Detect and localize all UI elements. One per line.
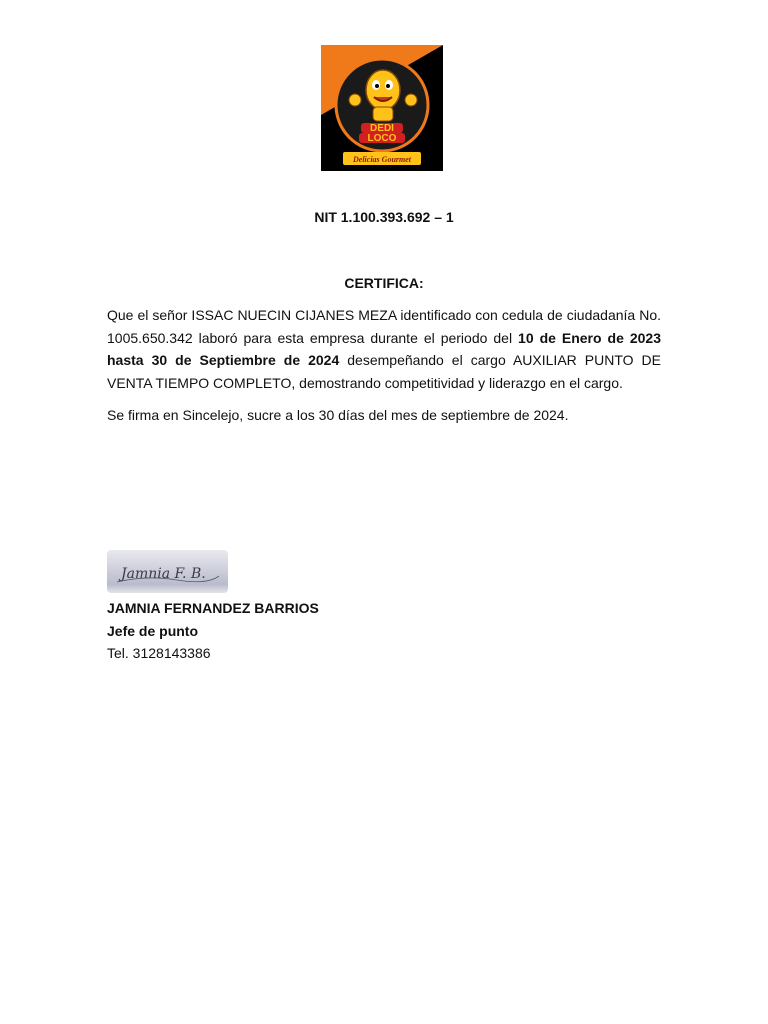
logo-brand-bottom: LOCO (367, 133, 397, 144)
signature-image (107, 550, 228, 593)
company-logo (321, 45, 443, 171)
signer-name: JAMNIA FERNANDEZ BARRIOS (107, 600, 319, 616)
signer-role: Jefe de punto (107, 623, 199, 639)
logo-brand-top: DEDI (370, 123, 394, 134)
certification-paragraph (107, 304, 661, 394)
logo-tagline: Delicias Gourmet (353, 155, 411, 164)
signing-paragraph: Se firma en Sincelejo, sucre a los 30 días del mes de septiembre de 2024. (107, 407, 569, 423)
company-nit: NIT 1.100.393.692 – 1 (314, 209, 454, 225)
signer-phone: Tel. 3128143386 (107, 645, 211, 661)
paragraph-intro: Que el señor ISSAC NUECIN CIJANES MEZA identificado con cedula de ciudadanía No. 1005.650.342 laboró para esta empresa durante el periodo del (107, 307, 661, 346)
employment-dates: 10 de Enero de 2023 hasta 30 de Septiembre de 2024 (107, 329, 661, 368)
paragraph-rest: desempeñando el cargo AUXILIAR PUNTO DE VENTA TIEMPO COMPLETO, demostrando competitividad y liderazgo en el cargo. (107, 352, 661, 391)
signature-handwriting: Jamnia F. B. (121, 566, 206, 582)
logo-graphic (321, 45, 443, 171)
document-heading: CERTIFICA: (344, 275, 424, 291)
